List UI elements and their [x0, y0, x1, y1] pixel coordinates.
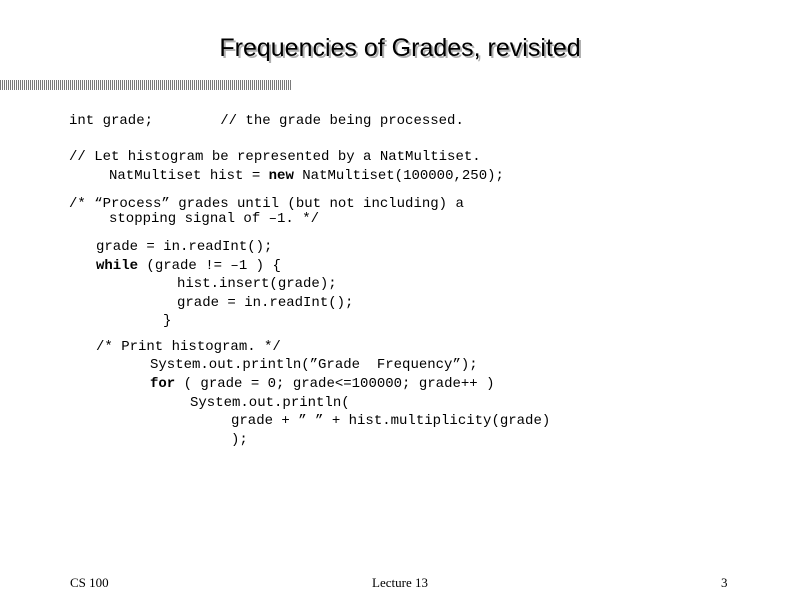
keyword-for: for: [150, 376, 176, 392]
footer-lecture: Lecture 13: [372, 575, 428, 590]
code-hist-suffix: NatMultiset(100000,250);: [293, 168, 504, 184]
title-underline-bar: [0, 80, 291, 90]
code-for-rest: ( grade = 0; grade<=100000; grade++ ): [175, 376, 495, 392]
footer-page-number: 3: [721, 575, 728, 590]
code-line-hist-new: [109, 169, 504, 183]
code-line-comment-print: /* Print histogram. */: [96, 339, 281, 355]
code-line-println-args: grade + ” ” + hist.multiplicity(grade): [231, 413, 551, 429]
slide-title: Frequencies of Grades, revisited: [219, 34, 581, 62]
code-hist-prefix: NatMultiset hist =: [109, 168, 269, 184]
code-line-for: [150, 377, 494, 391]
code-line-while: [96, 259, 281, 273]
footer-course: CS 100: [70, 575, 109, 590]
code-line-println-open: System.out.println(: [190, 395, 350, 411]
code-line-println-header: System.out.println(”Grade Frequency”);: [150, 357, 478, 373]
keyword-while: while: [96, 258, 139, 274]
code-line-comment-histogram: // Let histogram be represented by a NatMultiset.: [69, 149, 481, 165]
code-line-close-brace: }: [163, 313, 172, 329]
code-while-cond: (grade != –1 ) {: [138, 258, 281, 274]
code-line-read-next: grade = in.readInt();: [177, 295, 354, 311]
code-line-insert: hist.insert(grade);: [177, 276, 337, 292]
code-line-println-close: );: [231, 432, 248, 448]
code-line-comment-process-1: /* “Process” grades until (but not including) a: [69, 196, 464, 212]
keyword-new: new: [268, 168, 294, 184]
code-line-read-first: grade = in.readInt();: [96, 239, 273, 255]
code-line-decl: int grade; // the grade being processed.: [69, 113, 464, 129]
code-line-comment-process-2: stopping signal of –1. */: [109, 211, 320, 227]
